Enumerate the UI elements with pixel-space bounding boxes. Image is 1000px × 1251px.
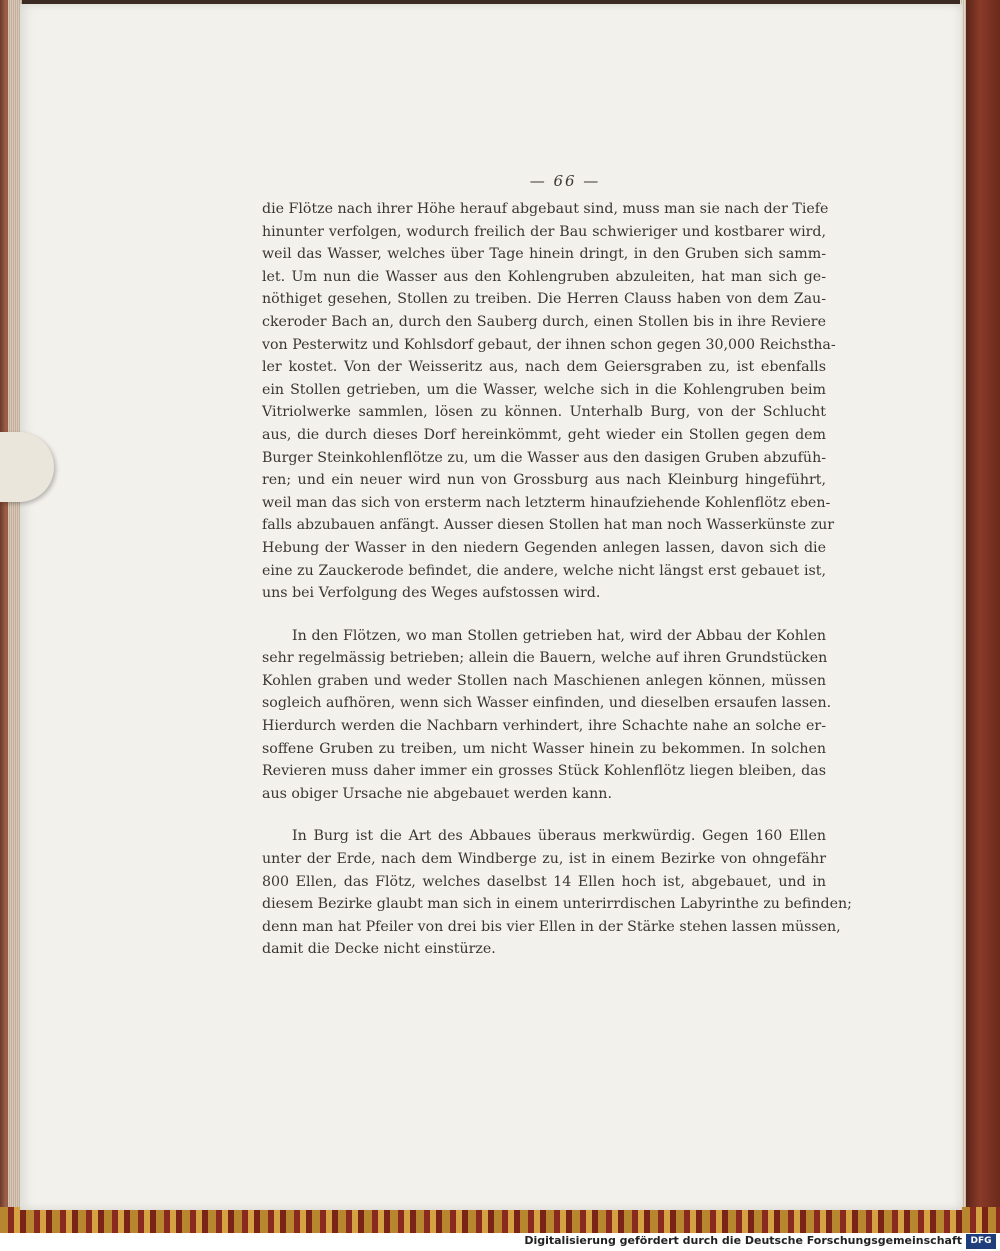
dfg-logo: DFG: [966, 1234, 996, 1249]
text-line: ckeroder Bach an, durch den Sauberg durch, einen Stollen bis in ihre Reviere: [262, 313, 826, 330]
text-line: aus, die durch dieses Dorf hereinkömmt, geht wieder ein Stollen gegen dem: [262, 426, 826, 443]
text-line: nöthiget gesehen, Stollen zu treiben. Die Herren Clauss haben von dem Zau-: [262, 291, 826, 308]
text-line: von Pesterwitz und Kohlsdorf gebaut, der ihnen schon gegen 30,000 Reichstha-: [262, 336, 836, 353]
text-line: ler kostet. Von der Weisseritz aus, nach dem Geiersgraben zu, ist ebenfalls: [262, 359, 826, 376]
text-line: In den Flötzen, wo man Stollen getrieben hat, wird der Abbau der Kohlen: [292, 627, 826, 644]
text-line: 800 Ellen, das Flötz, welches daselbst 14 Ellen hoch ist, abgebauet, und in: [262, 873, 826, 890]
text-line: Kohlen graben und weder Stollen nach Maschienen anlegen können, müssen: [262, 672, 826, 689]
text-line: damit die Decke nicht einstürze.: [262, 941, 496, 958]
text-line: hinunter verfolgen, wodurch freilich der Bau schwieriger und kostbarer wird,: [262, 223, 826, 240]
paragraph-2-cont: [262, 647, 832, 805]
text-line: unter der Erde, nach dem Windberge zu, ist in einem Bezirke von ohngefähr: [262, 851, 826, 868]
text-line: uns bei Verfolgung des Weges aufstossen wird.: [262, 585, 601, 602]
page-number: — 66 —: [529, 172, 601, 190]
text-line: eine zu Zauckerode befindet, die andere, welche nicht längst erst gebauet ist,: [262, 562, 826, 579]
paragraph-2: [262, 625, 826, 648]
paragraph-1: [262, 198, 836, 605]
text-line: Burger Steinkohlenflötze zu, um die Wasser aus den dasigen Gruben abzufüh-: [262, 449, 826, 466]
footer-bar: [0, 1233, 1000, 1251]
paragraph-3: [262, 825, 826, 848]
text-line: soffene Gruben zu treiben, um nicht Wasser hinein zu bekommen. In solchen: [262, 740, 826, 757]
text-line: sogleich aufhören, wenn sich Wasser einfinden, und dieselben ersaufen lassen.: [262, 695, 832, 712]
text-line: denn man hat Pfeiler von drei bis vier Ellen in der Stärke stehen lassen müssen,: [262, 918, 841, 935]
paragraph-3-cont: [262, 848, 852, 961]
text-line: diesem Bezirke glaubt man sich in einem unterirrdischen Labyrinthe zu befinden;: [262, 896, 852, 913]
text-line: sehr regelmässig betrieben; allein die Bauern, welche auf ihren Grundstücken: [262, 650, 828, 667]
text-line: die Flötze nach ihrer Höhe herauf abgebaut sind, muss man sie nach der Tiefe: [262, 201, 829, 217]
text-line: falls abzubauen anfängt. Ausser diesen Stollen hat man noch Wasserkünste zur: [262, 517, 835, 534]
book-cover-right: [966, 0, 1000, 1233]
funding-notice: Digitalisierung gefördert durch die Deutsche Forschungsgemeinschaft: [524, 1234, 962, 1247]
text-line: weil man das sich von ersterm nach letzterm hinaufziehende Kohlenflötz eben-: [262, 494, 831, 511]
page-text: [262, 198, 852, 961]
text-line: ein Stollen getrieben, um die Wasser, welche sich in die Kohlengruben beim: [262, 381, 826, 398]
text-line: Vitriolwerke sammlen, lösen zu können. Unterhalb Burg, von der Schlucht: [262, 404, 826, 421]
text-line: Hebung der Wasser in den niedern Gegenden anlegen lassen, davon sich die: [262, 539, 826, 556]
text-line: Revieren muss daher immer ein grosses Stück Kohlenflötz liegen bleiben, das: [262, 763, 826, 780]
text-line: aus obiger Ursache nie abgebauet werden kann.: [262, 785, 612, 802]
text-line: let. Um nun die Wasser aus den Kohlengruben abzuleiten, hat man sich ge-: [262, 268, 826, 285]
text-line: Hierdurch werden die Nachbarn verhindert, ihre Schachte nahe an solche er-: [262, 718, 826, 735]
text-line: ren; und ein neuer wird nun von Grossburg aus nach Kleinburg hingeführt,: [262, 472, 826, 489]
book-cover-bottom: [0, 1207, 1000, 1233]
text-line: In Burg ist die Art des Abbaues überaus merkwürdig. Gegen 160 Ellen: [292, 828, 826, 845]
text-line: weil das Wasser, welches über Tage hinein dringt, in den Gruben sich samm-: [262, 246, 826, 263]
